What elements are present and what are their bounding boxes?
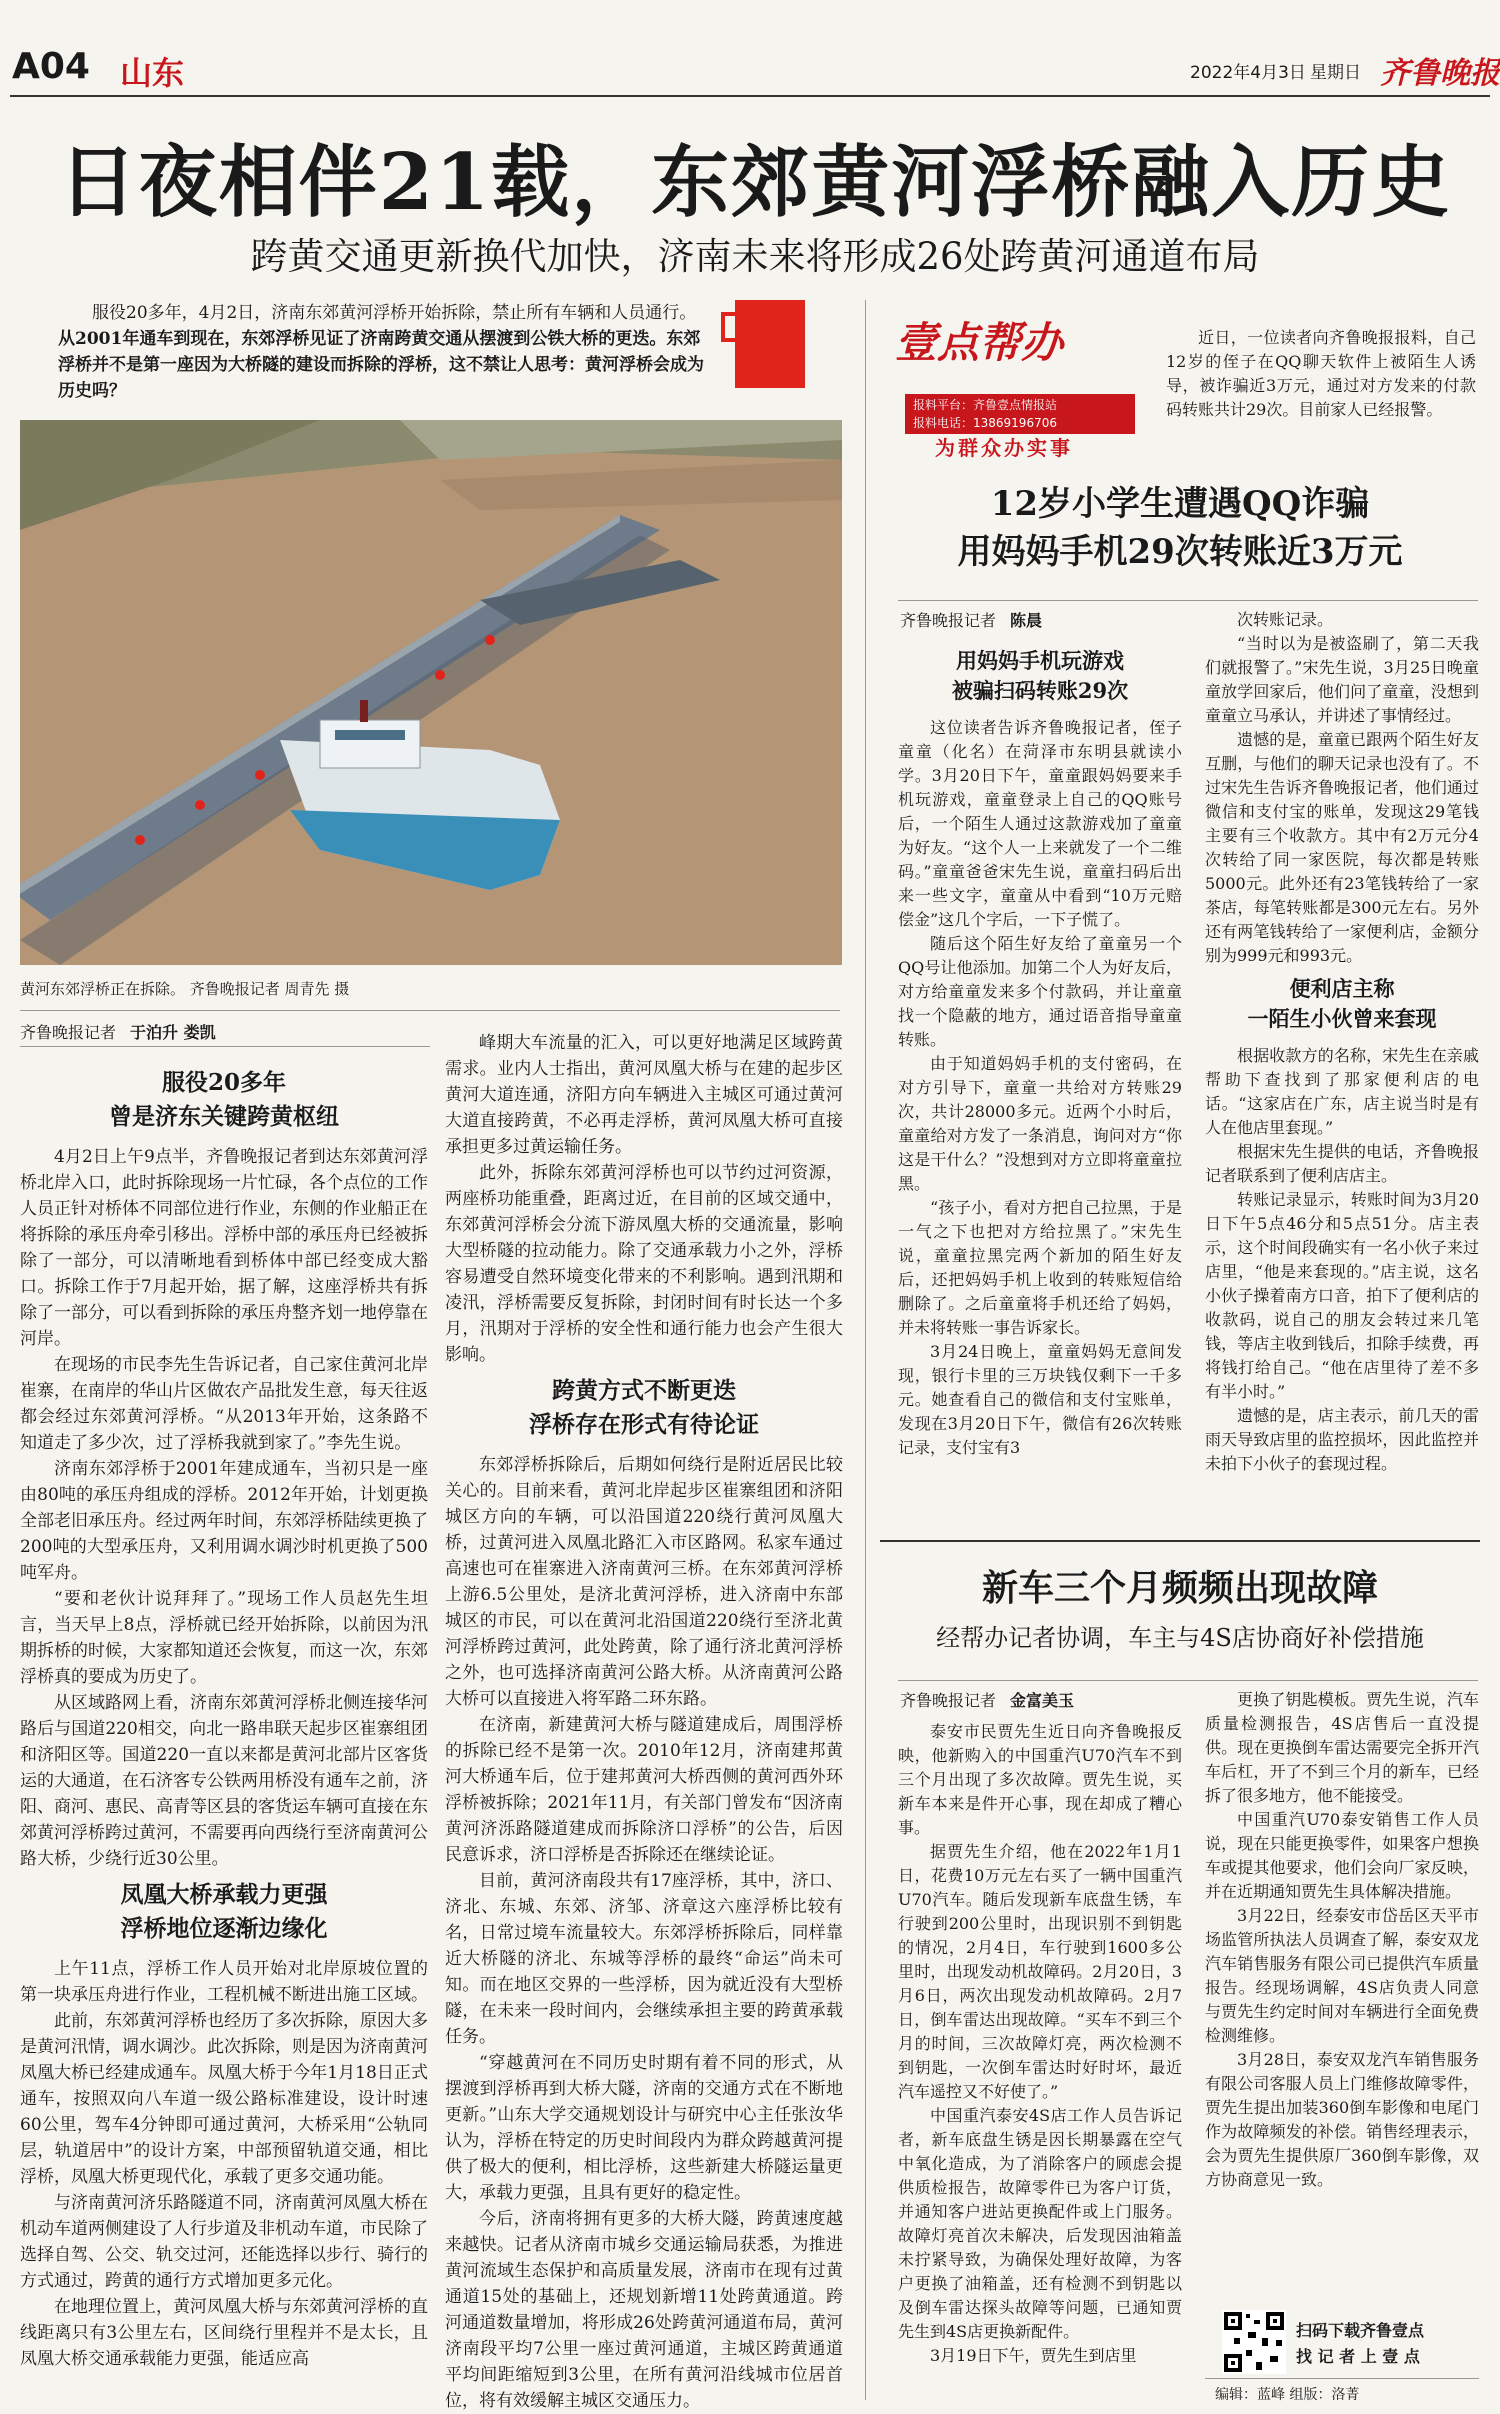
main-column-2 <box>445 1030 843 2414</box>
car-rule <box>898 1680 1478 1681</box>
qq-column-a <box>898 640 1182 1460</box>
paragraph: 峰期大车流量的汇入，可以更好地满足区域跨黄需求。业内人士指出，黄河凤凰大桥与在建的起步区黄河大道连通，济阳方向车辆进入主城区可通过黄河大道直接跨黄，不必再走浮桥，黄河凤凰大桥可直接承担更多过黄运输任务。 <box>445 1033 843 1157</box>
qq-paragraphs-b-bottom <box>1205 1044 1479 1476</box>
column-2b-paragraphs <box>445 1452 843 2414</box>
paragraph: 在地理位置上，黄河凤凰大桥与东郊黄河浮桥的直线距离只有3公里左右，区间绕行里程并不是太长，且凤凰大桥交通承载能力更强，能适应高 <box>20 2297 428 2369</box>
page-number: A04 <box>12 46 90 87</box>
qq-column-b <box>1205 608 1479 1476</box>
paragraph: “当时以为是被盗刷了，第二天我们就报警了。”宋先生说，3月25日晚童童放学回家后，他们问了童童，没想到童童立马承认，并讲述了事情经过。 <box>1205 634 1479 725</box>
car-paragraphs-b <box>1205 1688 1479 2192</box>
paragraph: 由于知道妈妈手机的支付密码，在对方引导下，童童一共给对方转账29次，共计28000多元。近两个小时后，童童给对方发了一条消息，询问对方“你这是干什么？”没想到对方立即将童童拉黑。 <box>898 1054 1182 1193</box>
paragraph: 从区域路网上看，济南东郊黄河浮桥北侧连接华河路后与国道220相交，向北一路串联天起步区崔寨组团和济阳区等。国道220一直以来都是黄河北部片区客货运的大通道，在石济客专公铁两用桥没有通车之前，济阳、商河、惠民、高青等区县的客货运车辆可直接在东郊黄河浮桥跨过黄河，不需要再向西绕行至济南黄河公路大桥，少绕行近30公里。 <box>20 1693 428 1869</box>
car-headline: 新车三个月频频出现故障 <box>981 1567 1378 1609</box>
paragraph: 3月22日，经泰安市岱岳区天平市场监管所执法人员调查了解，泰安双龙汽车销售服务有限公司已提供汽车质量报告。经现场调解，4S店负责人同意与贾先生约定时间对车辆进行全面免费检测维修。 <box>1205 1906 1479 2045</box>
paragraph: “要和老伙计说拜拜了。”现场工作人员赵先生坦言，当天早上8点，浮桥就已经开始拆除，以前因为汛期拆桥的时候，大家都知道还会恢复，而这一次，东郊浮桥真的要成为历史了。 <box>20 1589 428 1687</box>
footer-rule <box>1205 2378 1479 2379</box>
paragraph: 在济南，新建黄河大桥与隧道建成后，周围浮桥的拆除已经不是第一次。2010年12月，济南建邦黄河大桥通车后，位于建邦黄河大桥西侧的黄河西外环浮桥被拆除；2021年11月，有关部门曾发布“因济南黄河济泺路隧道建成而拆除济口浮桥”的公告，后因民意诉求，济口浮桥是否拆除还在继续论证。 <box>445 1715 843 1865</box>
help-phone: 报料电话：13869196706 <box>913 416 1057 430</box>
column-1a-paragraphs <box>20 1144 428 1872</box>
lead-normal: 服役20多年，4月2日，济南东郊黄河浮桥开始拆除，禁止所有车辆和人员通行。 <box>92 303 697 323</box>
byline-label: 齐鲁晚报记者 <box>20 1023 117 1042</box>
lead-bold: 从2001年通车到现在，东郊浮桥见证了济南跨黄交通从摆渡到公铁大桥的更迭。东郊浮桥并不是第一座因为大桥隧的建设而拆除的浮桥，这不禁让人思考：黄河浮桥会成为历史吗？ <box>58 329 704 401</box>
help-intro: 近日，一位读者向齐鲁晚报报料，自己12岁的侄子在QQ聊天软件上被陌生人诱导，被诈骗近3万元，通过对方发来的付款码转账共计29次。目前家人已经报警。 <box>1166 328 1476 419</box>
byline-rule <box>20 1010 840 1011</box>
paragraph: 根据宋先生提供的电话，齐鲁晚报记者联系到了便利店店主。 <box>1205 1142 1479 1185</box>
paragraph: 此前，东郊黄河浮桥也经历了多次拆除，原因大多是黄河汛情，调水调沙。此次拆除，则是因为济南黄河凤凰大桥已经建成通车。凤凰大桥于今年1月18日正式通车，按照双向八车道一级公路标准建设，设计时速60公里，驾车4分钟即可通过黄河，大桥采用“公轨同层，轨道居中”的设计方案，中部预留轨道交通，相比浮桥，凤凰大桥更现代化，承载了更多交通功能。 <box>20 2011 428 2187</box>
qr-code <box>1222 2310 1286 2374</box>
qq-byline-label: 齐鲁晚报记者 <box>900 611 997 630</box>
paragraph: “孩子小，看对方把自己拉黑，于是一气之下也把对方给拉黑了。”宋先生说，童童拉黑完两个新加的陌生好友后，还把妈妈手机上收到的转账短信给删除了。之后童童将手机还给了妈妈，并未将转账一事告诉家长。 <box>898 1198 1182 1337</box>
paragraph: 中国重汽泰安4S店工作人员告诉记者，新车底盘生锈是因长期暴露在空气中氧化造成，为了消除客户的顾虑会提供质检报告，故障零件已为客户订货，并通知客户进站更换配件或上门服务。故障灯亮首次未解决，后发现因油箱盖未拧紧导致，为确保处理好故障，为客户更换了油箱盖，还有检测不到钥匙以及倒车雷达探头故障等问题，已通知贾先生到4S店更换新配件。 <box>898 2106 1182 2341</box>
pontoon-bridge-illustration <box>20 420 842 965</box>
qr-text-2: 找 记 者 上 壹 点 <box>1296 2347 1420 2366</box>
editor-credit: 编辑：蓝峰 组版：洛菁 <box>1215 2387 1360 2403</box>
subhead-3: 跨黄方式不断更迭 浮桥存在形式有待论证 <box>529 1377 759 1438</box>
car-column-b <box>1205 1688 1479 2192</box>
main-column-1 <box>20 1060 428 2372</box>
paragraph: 3月24日晚上，童童妈妈无意间发现，银行卡里的三万块钱仅剩下一千多元。她查看自己的微信和支付宝账单，发现在3月20日下午，微信有26次转账记录，支付宝有3 <box>898 1342 1182 1457</box>
bridge-photo <box>20 420 842 965</box>
car-subheadline: 经帮办记者协调，车主与4S店协商好补偿措施 <box>936 1624 1424 1652</box>
paragraph: 中国重汽U70泰安销售工作人员说，现在只能更换零件，如果客户想换车或提其他要求，他们会向厂家反映，并在近期通知贾先生具体解决措施。 <box>1205 1810 1479 1901</box>
qq-subhead-2: 便利店主称 一陌生小伙曾来套现 <box>1247 976 1437 1031</box>
column-divider <box>865 300 866 2400</box>
qq-paragraphs-a <box>898 716 1182 1460</box>
subhead-2: 凤凰大桥承载力更强 浮桥地位逐渐边缘化 <box>120 1881 328 1942</box>
column-1b-paragraphs <box>20 1956 428 2372</box>
paragraph: “穿越黄河在不同历史时期有着不同的形式，从摆渡到浮桥再到大桥大隧，济南的交通方式在不断地更新。”山东大学交通规划设计与研究中心主任张汝华认为，浮桥在特定的历史时间段内为群众跨越黄河提供了极大的便利，相比浮桥，这些新建大桥隧运量更大，承载力更强，且具有更好的稳定性。 <box>445 2053 843 2203</box>
main-headline: 日夜相伴21载，东郊黄河浮桥融入历史 <box>58 137 1452 228</box>
paragraph: 此外，拆除东郊黄河浮桥也可以节约过河资源，两座桥功能重叠，距离过近，在目前的区域交通中，东郊黄河浮桥会分流下游凤凰大桥的交通流量，影响大型桥隧的拉动能力。除了交通承载力小之外，浮桥容易遭受自然环境变化带来的不利影响。遇到汛期和凌汛，浮桥需要反复拆除，封闭时间有时长达一个多月，汛期对于浮桥的安全性和通行能力也会产生很大影响。 <box>445 1163 843 1365</box>
help-platform: 报料平台：齐鲁壹点情报站 <box>913 398 1058 412</box>
paragraph: 3月28日，泰安双龙汽车销售服务有限公司客服人员上门维修故障零件，贾先生提出加装360倒车影像和电尾门作为故障频发的补偿。销售经理表示，会为贾先生提供原厂360倒车影像，双方协商意见一致。 <box>1205 2050 1479 2189</box>
qr-code-graphic <box>1222 2310 1286 2374</box>
issue-weekday: 星期日 <box>1310 63 1361 83</box>
paragraph: 遗憾的是，童童已跟两个陌生好友互删，与他们的聊天记录也没有了。不过宋先生告诉齐鲁晚报记者，他们通过微信和支付宝的账单，发现这29笔钱主要有三个收款方。其中有2万元分4次转给了同一家医院，每次都是转账5000元。此外还有23笔钱转给了一家茶店，每笔转账都是300元左右。另外还有两笔钱转给了一家便利店，金额分别为999元和993元。 <box>1205 730 1479 965</box>
paragraph: 更换了钥匙模板。贾先生说，汽车质量检测报告，4S店售后一直没提供。现在更换倒车雷达需要完全拆开汽车后杠，开了不到三个月的新车，已经拆了很多地方，他不能接受。 <box>1205 1690 1479 1805</box>
qq-byline-names: 陈晨 <box>1010 611 1043 630</box>
lead-paragraph <box>58 300 713 404</box>
qq-rule <box>898 600 1478 601</box>
qr-text-1: 扫码下载齐鲁壹点 <box>1296 2321 1425 2340</box>
car-column-a <box>898 1720 1182 2368</box>
paragraph: 泰安市民贾先生近日向齐鲁晚报反映，他新购入的中国重汽U70汽车不到三个月出现了多次故障。贾先生说，买新车本来是件开心事，现在却成了糟心事。 <box>898 1722 1182 1837</box>
paragraph: 4月2日上午9点半，齐鲁晚报记者到达东郊黄河浮桥北岸入口，此时拆除现场一片忙碌，各个点位的工作人员正针对桥体不同部位进行作业，东侧的作业船正在将拆除的承压舟牵引移出。浮桥中部的承压舟已经被拆除了一部分，可以清晰地看到桥体中部已经变成大豁口。拆除工作于7月起开始，据了解，这座浮桥共有拆除了一部分，可以看到拆除的承压舟整齐划一地停靠在河岸。 <box>20 1147 428 1349</box>
paragraph: 与济南黄河济乐路隧道不同，济南黄河凤凰大桥在机动车道两侧建设了人行步道及非机动车道，市民除了选择自驾、公交、轨交过河，还能选择以步行、骑行的方式通过，跨黄的通行方式增加更多元化。 <box>20 2193 428 2291</box>
newspaper-brand: 齐鲁晚报 <box>1380 56 1500 91</box>
byline-names: 于泊升 娄凯 <box>130 1023 216 1042</box>
paragraph: 这位读者告诉齐鲁晚报记者，侄子童童（化名）在菏泽市东明县就读小学。3月20日下午，童童跟妈妈要来手机玩游戏，童童登录上自己的QQ账号后，一个陌生人通过这款游戏加了童童为好友。“这个人一上来就发了一个二维码。”童童爸爸宋先生说，童童扫码后出来一些文字，童童从中看到“10万元赔偿金”这几个字后，一下子慌了。 <box>898 718 1182 929</box>
qq-paragraphs-b-top <box>1205 608 1479 968</box>
paragraph: 遗憾的是，店主表示，前几天的雷雨天导致店里的监控损坏，因此监控并未拍下小伙子的套现过程。 <box>1205 1406 1479 1473</box>
column-2a-paragraphs <box>445 1030 843 1368</box>
car-top-rule <box>880 1540 1480 1542</box>
decorative-red-mark <box>735 300 805 388</box>
qq-headline: 12岁小学生遭遇QQ诈骗 用妈妈手机29次转账近3万元 <box>957 484 1403 572</box>
paragraph: 随后这个陌生好友给了童童另一个QQ号让他添加。加第二个人为好友后，对方给童童发来多个付款码，并让童童找一个隐蔽的地方，通过语音指导童童转账。 <box>898 934 1182 1049</box>
qq-byline <box>900 608 1042 631</box>
car-byline-names: 金富美玉 <box>1010 1691 1075 1710</box>
main-byline <box>20 1020 216 1043</box>
qq-subhead-1: 用妈妈手机玩游戏 被骗扫码转账29次 <box>951 648 1129 703</box>
car-paragraphs-a <box>898 1720 1182 2368</box>
car-byline-label: 齐鲁晚报记者 <box>900 1691 997 1710</box>
paragraph: 根据收款方的名称，宋先生在亲戚帮助下查找到了那家便利店的电话。“这家店在广东，店主说当时是有人在他店里套现。” <box>1205 1046 1479 1137</box>
paragraph: 次转账记录。 <box>1237 610 1334 629</box>
issue-date: 2022年4月3日 <box>1190 63 1306 83</box>
main-subheadline: 跨黄交通更新换代加快，济南未来将形成26处跨黄河通道布局 <box>250 235 1260 278</box>
paragraph: 目前，黄河济南段共有17座浮桥，其中，济口、济北、东城、东郊、济邹、济章这六座浮桥比较有名，日常过境车流量较大。东郊浮桥拆除后，同样靠近大桥隧的济北、东城等浮桥的最终“命运”尚未可知。而在地区交界的一些浮桥，因为就近没有大型桥隧，在未来一段时间内，会继续承担主要的跨黄承载任务。 <box>445 1871 843 2047</box>
paragraph: 济南东郊浮桥于2001年建成通车，当初只是一座由80吨的承压舟组成的浮桥。2012年开始，计划更换全部老旧承压舟。经过两年时间，东郊浮桥陆续更换了200吨的大型承压舟，又利用调水调沙时机更换了500吨军舟。 <box>20 1459 428 1583</box>
paragraph: 据贾先生介绍，他在2022年1月1日，花费10万元左右买了一辆中国重汽U70汽车。随后发现新车底盘生锈，车行驶到200公里时，出现识别不到钥匙的情况，2月4日，车行驶到1600多公里时，出现发动机故障码。2月20日，3月6日，两次出现发动机故障码。2月7日，倒车雷达出现故障。“买车不到三个月的时间，三次故障灯亮，两次检测不到钥匙，一次倒车雷达时好时坏，最近汽车遥控又不好使了。” <box>898 1842 1182 2101</box>
paragraph: 东郊浮桥拆除后，后期如何绕行是附近居民比较关心的。目前来看，黄河北岸起步区崔寨组团和济阳城区方向的车辆，可以沿国道220绕行黄河凤凰大桥，过黄河进入凤凰北路汇入市区路网。私家车通过高速也可在崔寨进入济南黄河三桥。在东郊黄河浮桥上游6.5公里处，是济北黄河浮桥，进入济南中东部城区的市民，可以在黄河北沿国道220绕行至济北黄河浮桥跨过黄河，此处跨黄，除了通行济北黄河浮桥之外，也可选择济南黄河公路大桥。从济南黄河公路大桥可以直接进入将军路二环东路。 <box>445 1455 843 1709</box>
section-name: 山东 <box>120 54 185 92</box>
help-logo: 壹点帮办 <box>895 318 1064 367</box>
paragraph: 今后，济南将拥有更多的大桥大隧，跨黄速度越来越快。记者从济南市城乡交通运输局获悉，为推进黄河流域生态保护和高质量发展，济南市在现有过黄通道15处的基础上，还规划新增11处跨黄通道。跨河通道数量增加，将形成26处跨黄河通道布局，黄河济南段平均7公里一座过黄河通道，主城区跨黄通道平均间距缩短到3公里，在所有黄河沿线城市位居首位，将有效缓解主城区交通压力。 <box>445 2209 843 2411</box>
paragraph: 3月19日下午，贾先生到店里 <box>930 2346 1137 2365</box>
paragraph: 转账记录显示，转账时间为3月20日下午5点46分和5点51分。店主表示，这个时间段确实有一名小伙子来过店里，“他是来套现的。”店主说，这名小伙子操着南方口音，拍下了便利店的收款码，说自己的朋友会转过来几笔钱，等店主收到钱后，扣除手续费，再将钱打给自己。“他在店里待了差不多有半小时。” <box>1205 1190 1479 1401</box>
photo-caption: 黄河东郊浮桥正在拆除。 齐鲁晚报记者 周青先 摄 <box>20 980 350 998</box>
help-slogan: 为群众办实事 <box>935 436 1073 460</box>
header-rule <box>10 95 1490 97</box>
help-contact-box <box>905 394 1135 434</box>
paragraph: 在现场的市民李先生告诉记者，自己家住黄河北岸崔寨，在南岸的华山片区做农产品批发生意，每天往返都会经过东郊黄河浮桥。“从2013年开始，这条路不知道走了多少次，过了浮桥我就到家了。”李先生说。 <box>20 1355 428 1453</box>
paragraph: 上午11点，浮桥工作人员开始对北岸原坡位置的第一块承压舟进行作业，工程机械不断进出施工区域。 <box>20 1959 428 2005</box>
byline-rule-bottom <box>20 1046 430 1047</box>
subhead-1: 服役20多年 曾是济东关键跨黄枢纽 <box>109 1069 339 1130</box>
car-byline <box>900 1688 1074 1711</box>
